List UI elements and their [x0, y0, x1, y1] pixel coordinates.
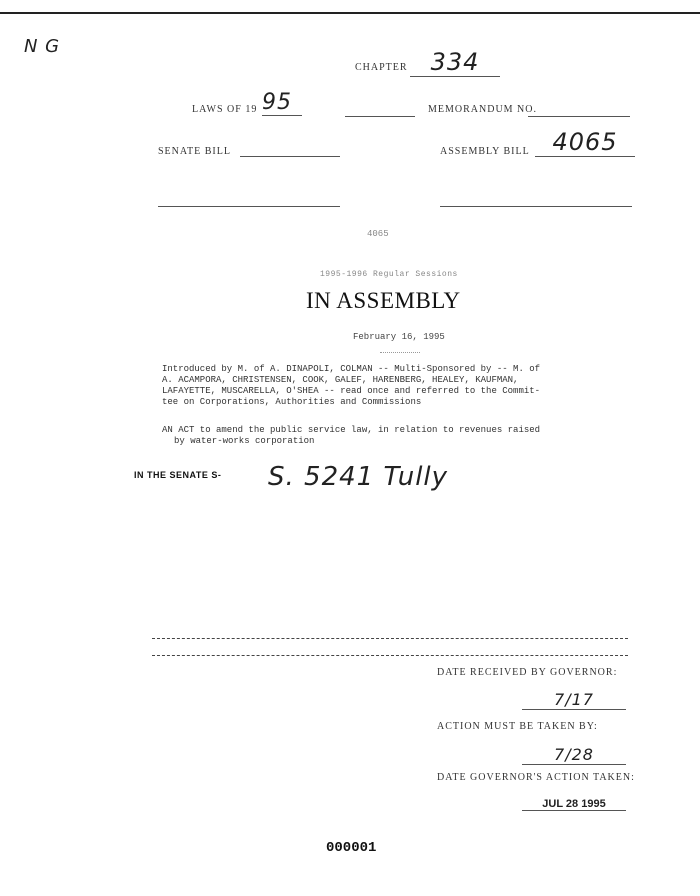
act-line-2: by water-works corporation: [174, 436, 315, 446]
chapter-label: CHAPTER: [355, 62, 408, 73]
introduced-line-1: Introduced by M. of A. DINAPOLI, COLMAN -- Multi-Sponsored by -- M. of: [162, 364, 541, 374]
date-divider: [380, 352, 420, 353]
blank-line-right: [440, 206, 632, 207]
act-line-1: AN ACT to amend the public service law, in relation to revenues raised: [162, 425, 541, 435]
senate-stamp: IN THE SENATE S-: [134, 470, 222, 480]
senate-bill-blank: [240, 156, 340, 157]
page-number: 000001: [326, 840, 377, 856]
assembly-bill-label: ASSEMBLY BILL: [440, 146, 530, 157]
senate-handwriting: S. 5241 Tully: [268, 462, 449, 492]
senate-bill-label: SENATE BILL: [158, 146, 231, 157]
bottom-rule-2: [152, 655, 628, 656]
session-line: 1995-1996 Regular Sessions: [320, 270, 458, 279]
top-scan-rule: [0, 12, 700, 14]
date-received-value: 7/17: [522, 690, 626, 710]
date-line: February 16, 1995: [353, 332, 445, 342]
laws-of-label: LAWS OF 19: [192, 104, 258, 115]
memorandum-blank: [528, 116, 630, 117]
date-action-value: JUL 28 1995: [522, 798, 626, 811]
assembly-bill-value: 4065: [535, 128, 635, 157]
action-must-value: 7/28: [522, 745, 626, 765]
chapter-value: 334: [410, 48, 500, 77]
introduced-line-4: tee on Corporations, Authorities and Commissions: [162, 397, 422, 407]
introduced-line-2: A. ACAMPORA, CHRISTENSEN, COOK, GALEF, HARENBERG, HEALEY, KAUFMAN,: [162, 375, 519, 385]
bottom-rule-1: [152, 638, 628, 639]
memorandum-label: MEMORANDUM NO.: [428, 104, 538, 115]
page-heading: IN ASSEMBLY: [306, 288, 461, 313]
act-paragraph: [162, 425, 652, 447]
date-received-label: DATE RECEIVED BY GOVERNOR:: [437, 667, 618, 678]
blank-line-left: [158, 206, 340, 207]
margin-note: N G: [24, 36, 61, 57]
bill-number-small: 4065: [367, 229, 389, 239]
introduced-line-3: LAFAYETTE, MUSCARELLA, O'SHEA -- read once and referred to the Commit-: [162, 386, 541, 396]
laws-blank-line: [345, 116, 415, 117]
date-action-label: DATE GOVERNOR'S ACTION TAKEN:: [437, 772, 635, 783]
laws-of-value: 95: [262, 90, 302, 116]
introduced-paragraph: [162, 364, 652, 408]
action-must-label: ACTION MUST BE TAKEN BY:: [437, 721, 598, 732]
